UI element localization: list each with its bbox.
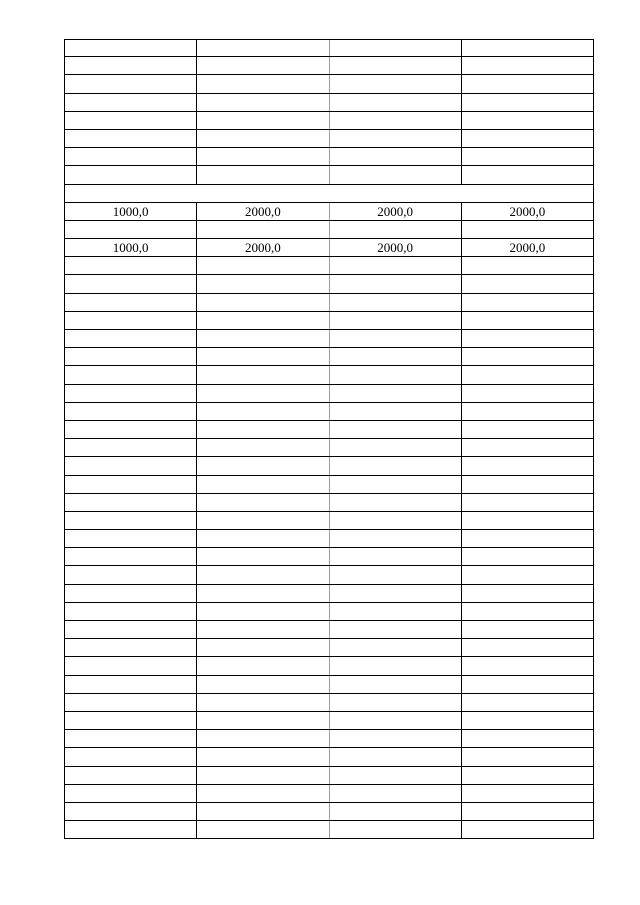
table-row <box>64 275 594 293</box>
table-cell <box>65 57 197 74</box>
value-row <box>64 239 594 257</box>
table-cell <box>65 585 197 602</box>
table-row <box>64 803 594 821</box>
table-cell <box>462 530 593 547</box>
table-row <box>64 403 594 421</box>
table-cell <box>197 530 329 547</box>
table-cell <box>197 494 329 511</box>
table-cell <box>197 75 329 92</box>
table-cell <box>197 730 329 747</box>
table-cell <box>197 421 329 438</box>
table-cell <box>197 439 329 456</box>
table-cell <box>65 512 197 529</box>
merged-row <box>64 185 594 203</box>
table-cell <box>330 476 462 493</box>
table-cell <box>462 821 593 838</box>
table-cell <box>65 530 197 547</box>
table-cell <box>462 366 593 383</box>
table-row <box>64 39 594 57</box>
table-cell <box>330 785 462 802</box>
table-cell <box>197 312 329 329</box>
table-cell <box>330 676 462 693</box>
table-cell <box>330 494 462 511</box>
table-cell <box>462 621 593 638</box>
table-row <box>64 748 594 766</box>
table-cell <box>65 494 197 511</box>
table-cell <box>197 221 329 238</box>
table-cell <box>197 512 329 529</box>
table-cell <box>197 257 329 274</box>
table-cell <box>462 75 593 92</box>
table-cell <box>197 639 329 656</box>
table-cell <box>330 94 462 111</box>
table-row <box>64 657 594 675</box>
table-row <box>64 585 594 603</box>
table-cell <box>65 421 197 438</box>
table-row <box>64 75 594 93</box>
table-cell <box>462 585 593 602</box>
table-row <box>64 385 594 403</box>
table-cell <box>462 439 593 456</box>
table-cell <box>330 130 462 147</box>
table-row <box>64 330 594 348</box>
table-cell <box>197 621 329 638</box>
table-cell <box>462 112 593 129</box>
table-cell <box>330 621 462 638</box>
table-cell <box>197 40 329 56</box>
table-cell <box>197 330 329 347</box>
table-cell <box>462 130 593 147</box>
table-cell <box>330 457 462 474</box>
table-row <box>64 476 594 494</box>
table-cell <box>197 348 329 365</box>
table-cell <box>197 712 329 729</box>
table-cell <box>65 803 197 820</box>
table-cell <box>65 94 197 111</box>
table-cell <box>330 512 462 529</box>
table-cell <box>197 821 329 838</box>
table-cell <box>330 366 462 383</box>
table-cell <box>330 767 462 784</box>
table-cell <box>462 712 593 729</box>
table-row <box>64 457 594 475</box>
table-cell <box>65 330 197 347</box>
table-cell <box>65 767 197 784</box>
table-cell <box>197 275 329 292</box>
table-cell <box>197 748 329 765</box>
table-cell <box>197 57 329 74</box>
table-cell <box>65 148 197 165</box>
table-cell <box>330 75 462 92</box>
table-cell <box>330 275 462 292</box>
table-cell: 2000,0 <box>509 240 546 256</box>
table-cell <box>462 676 593 693</box>
value-row <box>64 221 594 239</box>
table-cell: 2000,0 <box>330 203 462 220</box>
table-cell <box>197 603 329 620</box>
table-cell <box>462 275 593 292</box>
table-cell <box>65 112 197 129</box>
table-cell <box>330 639 462 656</box>
table-cell <box>197 385 329 402</box>
table-cell <box>197 366 329 383</box>
table-cell <box>330 421 462 438</box>
table-row <box>64 94 594 112</box>
table-row <box>64 494 594 512</box>
table-row <box>64 767 594 785</box>
table-cell <box>197 130 329 147</box>
table-cell <box>65 385 197 402</box>
table-cell <box>330 221 462 238</box>
table-cell <box>65 403 197 420</box>
table-cell <box>65 603 197 620</box>
table-cell: 1000,0 <box>65 239 197 256</box>
table-cell <box>462 166 593 183</box>
table-row <box>64 603 594 621</box>
table-cell <box>330 566 462 583</box>
table-row <box>64 530 594 548</box>
table-cell <box>462 40 593 56</box>
table-row <box>64 676 594 694</box>
table-cell <box>197 548 329 565</box>
table-row <box>64 548 594 566</box>
merged-cell <box>65 185 593 202</box>
table-cell <box>197 112 329 129</box>
table-cell <box>330 603 462 620</box>
table-cell <box>197 566 329 583</box>
table-cell <box>462 657 593 674</box>
table-cell <box>330 694 462 711</box>
table-cell <box>330 530 462 547</box>
table-row <box>64 312 594 330</box>
table-cell: 2000,0 <box>330 239 462 256</box>
table-cell <box>462 548 593 565</box>
table-row <box>64 130 594 148</box>
table-cell <box>330 348 462 365</box>
table-cell <box>65 621 197 638</box>
table-cell <box>462 566 593 583</box>
table-row <box>64 639 594 657</box>
table-cell <box>65 257 197 274</box>
table-row <box>64 166 594 184</box>
table-row <box>64 439 594 457</box>
table-cell <box>330 748 462 765</box>
table-cell <box>65 130 197 147</box>
table-cell: 2000,0 <box>197 239 329 256</box>
table-row <box>64 621 594 639</box>
table-row <box>64 112 594 130</box>
table-cell <box>197 294 329 311</box>
table-cell <box>65 166 197 183</box>
table-cell <box>462 603 593 620</box>
table-cell <box>197 585 329 602</box>
table-cell <box>65 40 197 56</box>
table-cell <box>65 566 197 583</box>
table-row <box>64 148 594 166</box>
table-cell <box>462 421 593 438</box>
table-cell <box>462 476 593 493</box>
table-cell <box>330 548 462 565</box>
table-cell <box>65 730 197 747</box>
table-cell <box>65 476 197 493</box>
table-cell <box>330 657 462 674</box>
table-row <box>64 785 594 803</box>
table-row <box>64 348 594 366</box>
table-cell <box>462 803 593 820</box>
table-cell <box>197 657 329 674</box>
table-cell <box>330 712 462 729</box>
table-cell <box>462 221 593 238</box>
table-cell <box>65 676 197 693</box>
table-cell <box>65 221 197 238</box>
table-cell <box>330 257 462 274</box>
table-cell <box>462 330 593 347</box>
table-row <box>64 730 594 748</box>
table-cell <box>197 676 329 693</box>
table-cell <box>330 730 462 747</box>
table-cell <box>65 294 197 311</box>
table-cell <box>65 439 197 456</box>
table-cell <box>462 730 593 747</box>
table-cell <box>462 639 593 656</box>
table-cell <box>65 312 197 329</box>
table-cell <box>65 821 197 838</box>
table-cell <box>65 275 197 292</box>
table-cell <box>462 385 593 402</box>
table-cell <box>65 457 197 474</box>
table-cell <box>330 312 462 329</box>
table-row <box>64 57 594 75</box>
table-cell <box>197 166 329 183</box>
table-cell <box>65 75 197 92</box>
table-cell <box>330 148 462 165</box>
table-cell <box>330 403 462 420</box>
table-cell <box>330 294 462 311</box>
table-cell <box>462 57 593 74</box>
table-cell <box>65 785 197 802</box>
table-cell <box>330 439 462 456</box>
table-cell <box>197 803 329 820</box>
table-cell <box>197 457 329 474</box>
table-cell <box>330 166 462 183</box>
table-cell <box>65 657 197 674</box>
table-cell <box>65 348 197 365</box>
table-cell <box>330 40 462 56</box>
table-cell <box>65 748 197 765</box>
table-cell <box>462 512 593 529</box>
table-cell: 1000,0 <box>65 203 197 220</box>
table-row <box>64 294 594 312</box>
table-row <box>64 566 594 584</box>
table-cell <box>65 548 197 565</box>
table-cell <box>330 385 462 402</box>
table-cell <box>330 803 462 820</box>
table-row <box>64 421 594 439</box>
table-cell <box>330 585 462 602</box>
data-table <box>64 39 594 839</box>
table-row <box>64 821 594 839</box>
table-row <box>64 694 594 712</box>
table-cell <box>65 694 197 711</box>
table-cell <box>462 748 593 765</box>
table-cell <box>462 312 593 329</box>
table-row <box>64 257 594 275</box>
table-cell <box>462 294 593 311</box>
table-cell <box>462 257 593 274</box>
table-cell <box>462 494 593 511</box>
table-cell <box>197 767 329 784</box>
table-row <box>64 366 594 384</box>
table-cell <box>330 821 462 838</box>
table-cell <box>65 639 197 656</box>
table-cell <box>330 330 462 347</box>
table-cell <box>462 457 593 474</box>
table-cell <box>197 694 329 711</box>
table-cell <box>197 148 329 165</box>
table-cell <box>330 57 462 74</box>
table-cell <box>65 712 197 729</box>
table-cell <box>197 785 329 802</box>
table-row <box>64 512 594 530</box>
table-cell <box>462 148 593 165</box>
table-cell <box>330 112 462 129</box>
value-row <box>64 203 594 221</box>
table-cell <box>462 767 593 784</box>
table-cell <box>197 476 329 493</box>
table-cell: 2000,0 <box>509 203 546 219</box>
table-cell <box>462 94 593 111</box>
table-cell <box>462 694 593 711</box>
table-row <box>64 712 594 730</box>
table-cell: 2000,0 <box>197 203 329 220</box>
table-cell <box>65 366 197 383</box>
table-cell <box>462 348 593 365</box>
table-cell <box>462 785 593 802</box>
table-cell <box>462 403 593 420</box>
table-cell <box>197 403 329 420</box>
table-cell <box>197 94 329 111</box>
